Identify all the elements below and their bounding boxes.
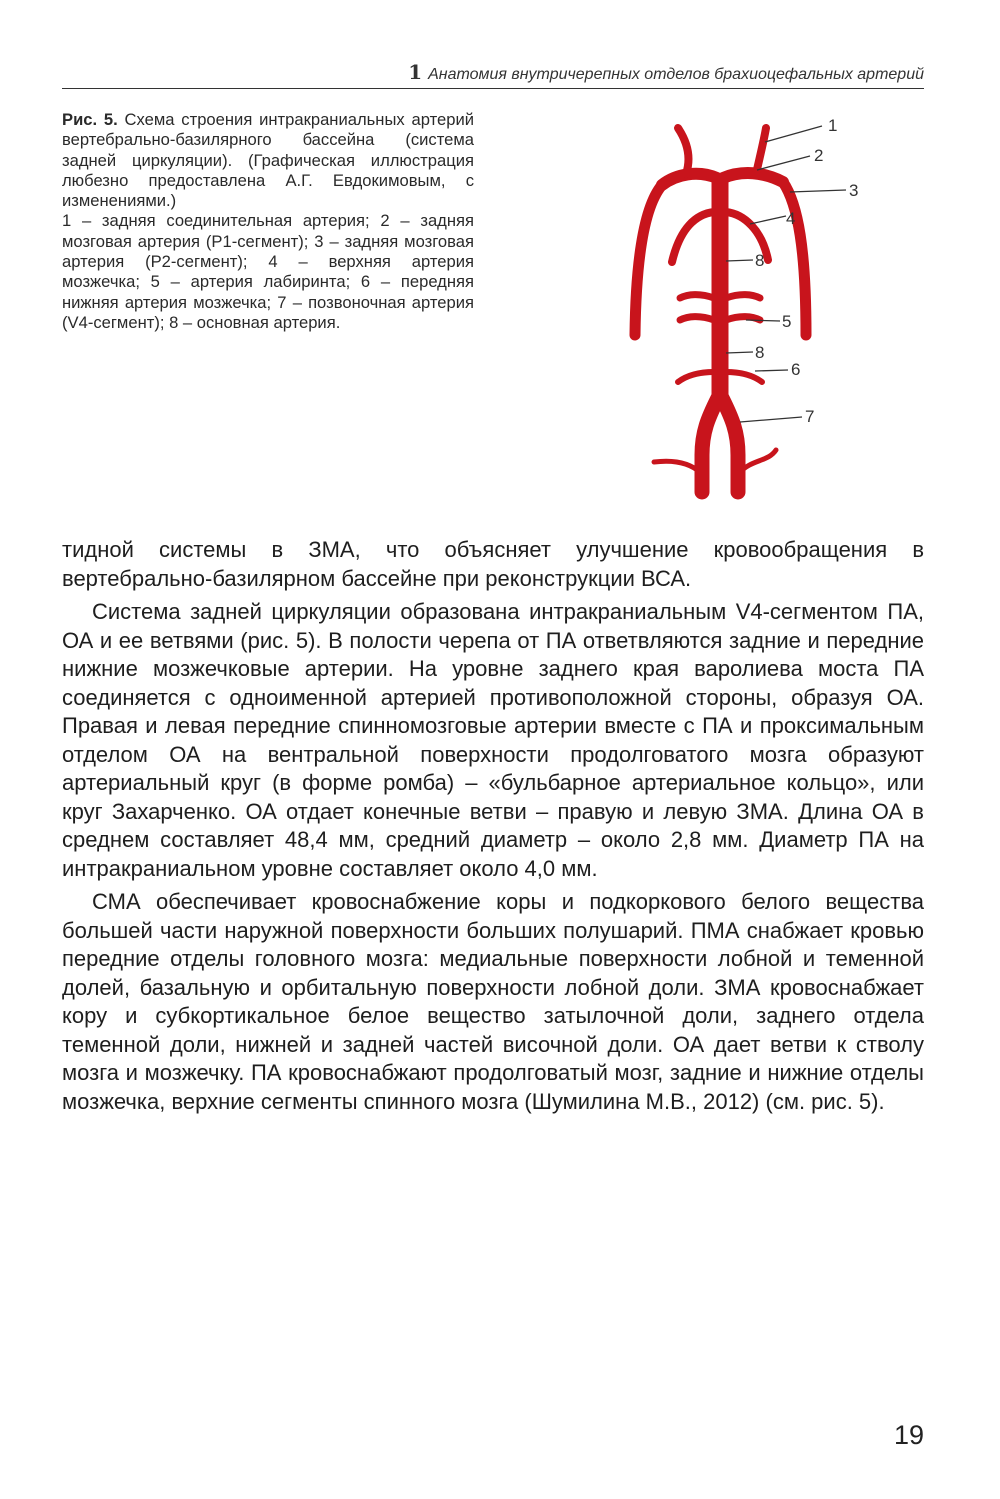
vertebrobasilar-diagram xyxy=(600,100,900,500)
callout-label-2: 2 xyxy=(814,146,824,165)
lab-right-lower xyxy=(726,317,760,320)
callout-line-4 xyxy=(750,216,786,224)
pca-p2-left xyxy=(635,185,662,335)
chapter-number: 1 xyxy=(408,60,423,84)
callout-label-8-lower: 8 xyxy=(755,343,765,362)
artery-vessels xyxy=(635,128,806,492)
lab-right-upper xyxy=(726,295,760,298)
callout-label-5: 5 xyxy=(782,312,792,331)
paragraph-continuation: тидной системы в ЗМА, что объясняет улучшение кровообращения в вертебрально-базилярном бассейне при реконструкции ВСА. xyxy=(62,537,924,591)
callout-line-3 xyxy=(790,190,846,192)
callout-label-7: 7 xyxy=(805,407,815,426)
callout-label-4: 4 xyxy=(786,209,796,228)
lab-left-upper xyxy=(680,295,714,298)
lab-left-lower xyxy=(680,317,714,320)
callout-label-1: 1 xyxy=(828,116,838,135)
callout-line-8-lower xyxy=(726,352,753,353)
paragraph-posterior-circulation: Система задней циркуляции образована интракраниальным V4-сегментом ПА, ОА и ее ветвями (рис. 5). В полости черепа от ПА ответвляются задние и передние нижние мозжечковые артерии. На уровне заднего края варолиева моста ПА соединяется с одноименной артерией противоположной стороны, образуя ОА. Правая и левая передние спинномозговые артерии вместе с ПА и проксимальным отделом ОА на вентральной поверхности продолговатого мозга образуют артериальный круг (в форме ромба) – «бульбарное артериальное кольцо», или круг Захарченко. ОА отдает конечные ветви – правую и левую ЗМА. Длина ОА в среднем составляет 48,4 мм, средний диаметр – около 2,8 мм. Диаметр ПА на интракраниальном уровне составляет около 4,0 мм. xyxy=(62,599,924,881)
caption-legend: 1 – задняя соединительная артерия; 2 – задняя мозговая артерия (P1-сегмент); 3 – задняя мозговая артерия (P2-сегмент); 4 – верхняя артерия мозжечка; 5 – артерия лабиринта; 6 – передняя нижняя артерия мозжечка; 7 – позвоночная артерия (V4-сегмент); 8 – основная артерия. xyxy=(62,211,474,332)
callout-line-5 xyxy=(746,320,780,321)
callout-line-6 xyxy=(755,370,788,371)
aica-right xyxy=(726,372,762,382)
artery-illustration xyxy=(600,100,900,500)
callout-label-8-upper: 8 xyxy=(755,251,765,270)
callout-label-6: 6 xyxy=(791,360,801,379)
figure-label: Рис. 5. xyxy=(62,110,118,129)
pcomm-right xyxy=(756,128,766,174)
aica-left xyxy=(678,372,714,382)
paragraph-blood-supply: СМА обеспечивает кровоснабжение коры и подкоркового белого вещества большей части наружной поверхности больших полушарий. ПМА снабжает кровью передние отделы головного мозга: медиальные поверхности лобной и теменной долей, базальную и орбитальную поверхности лобной доли. ЗМА кровоснабжает кору и субкортикальное белое вещество затылочной доли, заднего отдела теменной доли, нижней и задней частей височной доли. ОА дает ветви к стволу мозга и мозжечку. ПА кровоснабжают продолговатый мозг, задние и нижние отделы мозжечка, верхние сегменты спинного мозга (Шумилина М.В., 2012) (см. рис. 5). xyxy=(62,889,924,1114)
running-title: Анатомия внутричерепных отделов брахиоцефальных артерий xyxy=(428,66,924,83)
callout-line-2 xyxy=(757,156,810,170)
callout-line-7 xyxy=(740,417,802,422)
callout-line-8-upper xyxy=(726,260,753,261)
vertebral-artery-right xyxy=(722,398,738,492)
vertebral-artery-left xyxy=(702,398,718,492)
vertebral-foot-left xyxy=(654,461,701,473)
caption-intro: Схема строения интракраниальных артерий вертебрально-базилярного бассейна (система задней циркуляции). (Графическая иллюстрация любезно предоставлена А.Г. Евдокимовым, с изменениями.) xyxy=(62,110,474,211)
figure-caption xyxy=(62,110,474,333)
callout-line-1 xyxy=(765,126,822,142)
page-number: 19 xyxy=(893,1420,924,1450)
pcomm-left xyxy=(678,128,688,174)
caption-intro-paragraph xyxy=(62,110,474,211)
running-header xyxy=(62,60,924,89)
callout-label-3: 3 xyxy=(849,181,859,200)
body-text xyxy=(62,536,924,1121)
sca-left xyxy=(672,212,714,262)
